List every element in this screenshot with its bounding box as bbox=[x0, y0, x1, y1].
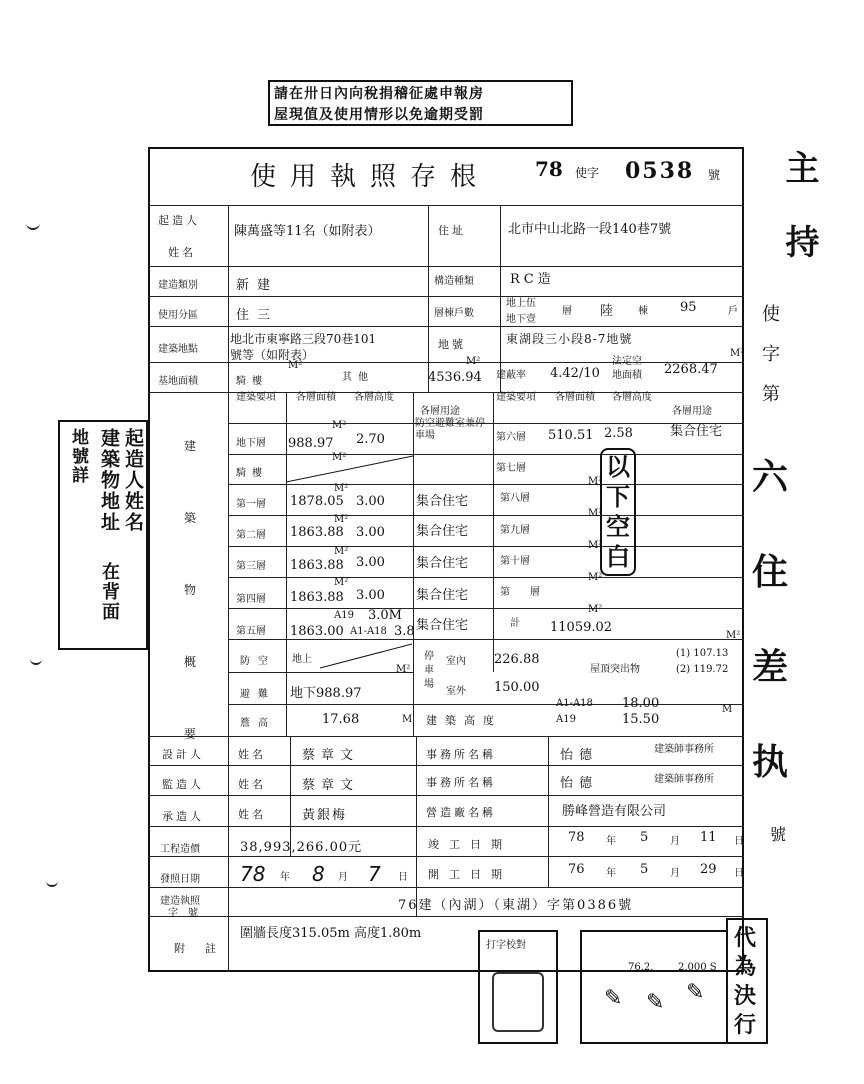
supervisor-office-label: 事務所名稱 bbox=[426, 776, 496, 789]
rule bbox=[148, 765, 744, 766]
other-value: 4536.94 bbox=[428, 370, 482, 385]
building-overview-label bbox=[184, 410, 199, 770]
floor-area-1: 1878.05 bbox=[290, 494, 344, 509]
section-char: 築 bbox=[184, 511, 200, 525]
floor-5-height-b: 3.8 bbox=[394, 624, 415, 639]
supervisor-office-suffix: 建築師事務所 bbox=[654, 774, 714, 785]
structure-label: 構造種類 bbox=[434, 276, 474, 287]
document-title: 使用執照存根 bbox=[250, 162, 491, 192]
section-char: 建 bbox=[184, 439, 200, 453]
contractor-office-label: 營造廠名稱 bbox=[426, 806, 496, 819]
header-height-right: 各層高度 bbox=[612, 392, 652, 403]
right-margin-notes bbox=[752, 150, 846, 298]
supervisor-name: 蔡章文 bbox=[302, 778, 360, 793]
arcade-strike bbox=[286, 454, 413, 484]
rule bbox=[228, 672, 413, 673]
unit-m2: M² bbox=[332, 452, 347, 463]
floor-area-b1: 988.97 bbox=[288, 436, 334, 451]
zone-label: 使用分區 bbox=[158, 310, 198, 321]
start-month: 5 bbox=[640, 862, 649, 877]
signature-icon: ✎ bbox=[686, 980, 705, 1005]
unit-m2: M² bbox=[588, 540, 603, 551]
rule bbox=[148, 826, 744, 827]
rule bbox=[148, 916, 744, 917]
right-margin-char: 住 bbox=[752, 552, 789, 593]
floors-above: 地上伍 bbox=[506, 298, 536, 309]
rule bbox=[148, 736, 744, 737]
unit-m2: M² bbox=[332, 420, 347, 431]
right-margin-char: 號 bbox=[770, 825, 787, 844]
arcade-unit: M² bbox=[288, 360, 303, 371]
bh-value-b: 15.50 bbox=[622, 712, 660, 727]
floor-label-2: 第二層 bbox=[236, 530, 266, 541]
bh-value-a: 18.00 bbox=[622, 696, 660, 711]
issue-year: 78 bbox=[240, 862, 266, 886]
parking-outdoor-value: 150.00 bbox=[494, 680, 540, 695]
floor-height-6: 2.58 bbox=[604, 426, 633, 441]
rule bbox=[228, 546, 744, 547]
floor-height-3: 3.00 bbox=[356, 555, 385, 570]
supervisor-office: 怡德 bbox=[560, 776, 599, 791]
arcade-label: 騎樓 bbox=[236, 376, 268, 387]
unit-m2: M² bbox=[334, 483, 349, 494]
unit-m2: M² bbox=[334, 514, 349, 525]
parking-outdoor-label: 室外 bbox=[446, 686, 466, 697]
remarks-label: 附註 bbox=[174, 942, 236, 955]
contractor-name-label: 姓名 bbox=[238, 808, 266, 821]
right-margin-char: 主 bbox=[779, 150, 819, 224]
permit-prefix: 使字 bbox=[575, 166, 600, 180]
stamp-char: 決 bbox=[734, 984, 757, 1009]
rule bbox=[428, 205, 429, 392]
other-unit: M² bbox=[466, 356, 481, 367]
permit-suffix: 號 bbox=[708, 168, 721, 182]
blank-note-char: 以 bbox=[606, 453, 630, 481]
header-height: 各層高度 bbox=[354, 392, 394, 403]
floors-mid: 層 bbox=[562, 306, 572, 317]
shelter-value: 地上 bbox=[292, 654, 312, 665]
issue-day: 7 bbox=[368, 862, 381, 886]
shelter-label: 防空 bbox=[240, 656, 276, 667]
rule bbox=[228, 577, 744, 578]
header-item-right: 建築要項 bbox=[496, 392, 536, 403]
completion-month: 5 bbox=[640, 830, 649, 845]
floor-height-1: 3.00 bbox=[356, 494, 385, 509]
permit-number: 0538 bbox=[625, 158, 695, 184]
scan-mark bbox=[30, 655, 42, 665]
floor-height-2: 3.00 bbox=[356, 525, 385, 540]
site-area-label: 基地面積 bbox=[158, 376, 198, 387]
parking-indoor-label: 室內 bbox=[446, 656, 466, 667]
delegated-decision-text bbox=[734, 924, 756, 1040]
completion-day-unit: 日 bbox=[734, 836, 744, 847]
owner-address-value: 北市中山北路一段140巷7號 bbox=[508, 222, 672, 237]
blank-note-char: 下 bbox=[606, 483, 630, 511]
designer-office-suffix: 建築師事務所 bbox=[654, 744, 714, 755]
unit-m2: M² bbox=[396, 664, 411, 675]
floor-label-9: 第九層 bbox=[500, 525, 530, 536]
floor-height-4: 3.00 bbox=[356, 588, 385, 603]
location-label: 建築地點 bbox=[158, 344, 198, 355]
proofread-label: 打字校對 bbox=[486, 940, 526, 951]
rule bbox=[413, 392, 414, 736]
roof-value-1: (1) 107.13 bbox=[676, 648, 729, 659]
owner-address-label: 住址 bbox=[438, 224, 466, 237]
parking-indoor-value: 226.88 bbox=[494, 652, 540, 667]
floor-area-2: 1863.88 bbox=[290, 525, 344, 540]
delegated-decision-stamp bbox=[726, 918, 768, 1044]
side-note-col-3: 在背面 bbox=[99, 562, 120, 622]
permit-label-1: 建造執照 bbox=[160, 896, 200, 907]
legal-open-unit: M² bbox=[730, 348, 745, 359]
header-use-right: 各層用途 bbox=[672, 406, 712, 417]
start-year: 76 bbox=[568, 862, 585, 877]
right-margin-small bbox=[762, 295, 780, 415]
location-line-1: 地北市東寧路三段70巷101 bbox=[230, 332, 377, 346]
designer-name: 蔡章文 bbox=[302, 748, 360, 763]
approval-date-2: 2.000 S bbox=[678, 962, 717, 973]
floor-height-b1: 2.70 bbox=[356, 432, 385, 447]
other-label: 其他 bbox=[342, 372, 374, 383]
floor-use-6: 集合住宅 bbox=[670, 424, 723, 439]
rule bbox=[148, 266, 744, 267]
side-note-col-1: 起造人姓名 bbox=[122, 428, 144, 533]
roof-value-2: (2) 119.72 bbox=[676, 664, 729, 675]
legal-open-label-2: 地面積 bbox=[612, 370, 642, 381]
remarks-value: 圍牆長度315.05m 高度1.80m bbox=[240, 926, 422, 941]
build-type-label: 建造類別 bbox=[158, 280, 198, 291]
issue-date-label: 發照日期 bbox=[160, 874, 200, 885]
scan-mark bbox=[26, 220, 40, 230]
zone-value: 住三 bbox=[236, 308, 279, 323]
start-day: 29 bbox=[700, 862, 717, 877]
completion-month-unit: 月 bbox=[670, 836, 680, 847]
contractor-office: 勝峰營造有限公司 bbox=[562, 804, 667, 819]
floor-height-5: 3.0M bbox=[368, 608, 402, 623]
signature-icon: ✎ bbox=[646, 990, 665, 1015]
start-month-unit: 月 bbox=[670, 868, 680, 879]
issue-day-unit: 日 bbox=[398, 872, 408, 883]
right-margin-char: 持 bbox=[779, 224, 819, 298]
rule bbox=[286, 392, 287, 736]
total-value: 11059.02 bbox=[550, 620, 613, 635]
supervisor-name-label: 姓名 bbox=[238, 778, 266, 791]
blank-note-char: 白 bbox=[606, 543, 630, 571]
rule bbox=[148, 887, 744, 888]
completion-label: 竣工日期 bbox=[428, 838, 512, 851]
right-margin-char: 字 bbox=[762, 344, 780, 365]
notice-stamp bbox=[268, 80, 573, 126]
notice-line-1: 請在卅日內向稅捐稽征處申報房 bbox=[274, 86, 484, 102]
designer-name-label: 姓名 bbox=[238, 748, 266, 761]
unit-m2: M² bbox=[334, 577, 349, 588]
floor-use-5: 集合住宅 bbox=[416, 618, 469, 633]
floor-use-2: 集合住宅 bbox=[416, 524, 469, 539]
floor-label-arcade: 騎樓 bbox=[236, 468, 268, 479]
floor-label-8: 第八層 bbox=[500, 493, 530, 504]
floor-area-5: 1863.00 bbox=[290, 624, 344, 639]
section-char: 概 bbox=[184, 655, 200, 669]
supervisor-label: 監造人 bbox=[162, 778, 204, 791]
unit-unit: 戶 bbox=[728, 306, 738, 317]
unit-count: 95 bbox=[680, 300, 697, 315]
right-margin-char: 第 bbox=[762, 384, 780, 405]
header-area: 各層面積 bbox=[296, 392, 336, 403]
rule bbox=[148, 205, 744, 206]
section-char: 要 bbox=[184, 727, 200, 741]
permit-value: 76建（內湖）（東湖）字第0386號 bbox=[398, 898, 634, 913]
blank-note-char: 空 bbox=[606, 513, 630, 541]
eave-value: 17.68 bbox=[322, 712, 360, 727]
stamp-char: 為 bbox=[734, 955, 757, 980]
floor-use-3: 集合住宅 bbox=[416, 556, 469, 571]
floors-label: 層棟戶數 bbox=[434, 308, 474, 319]
building-count: 陸 bbox=[600, 304, 614, 319]
issue-month-unit: 月 bbox=[338, 872, 348, 883]
cost-value: 38,993,266.00元 bbox=[240, 840, 363, 855]
header-item: 建築要項 bbox=[236, 392, 276, 403]
stamp-char: 代 bbox=[734, 926, 757, 951]
rule bbox=[148, 856, 744, 857]
owner-label: 起造人 bbox=[158, 214, 200, 227]
lot-label: 地號 bbox=[438, 338, 466, 351]
right-margin-char: 执 bbox=[752, 742, 789, 783]
contractor-label: 承造人 bbox=[162, 810, 204, 823]
building-height-label: 建築高度 bbox=[426, 714, 502, 727]
floor-area-6: 510.51 bbox=[548, 428, 594, 443]
start-day-unit: 日 bbox=[734, 868, 744, 879]
completion-day: 11 bbox=[700, 830, 717, 845]
floor-label-6: 第六層 bbox=[496, 432, 526, 443]
signature-icon: ✎ bbox=[604, 986, 623, 1011]
notice-line-2: 屋現值及使用情形以免逾期受罰 bbox=[274, 107, 484, 123]
header-area-right: 各層面積 bbox=[555, 392, 595, 403]
floor-label-5: 第五層 bbox=[236, 626, 266, 637]
permit-year: 78 bbox=[535, 157, 563, 181]
floor-area-3: 1863.88 bbox=[290, 558, 344, 573]
legal-open-label-1: 法定空 bbox=[612, 356, 642, 367]
unit-m2: M² bbox=[726, 630, 741, 641]
side-note-stamp bbox=[58, 420, 148, 650]
right-margin-char: 差 bbox=[752, 647, 789, 688]
start-date-label: 開工日期 bbox=[428, 868, 512, 881]
designer-label: 設計人 bbox=[162, 748, 204, 761]
unit-m2: M² bbox=[588, 508, 603, 519]
rule bbox=[228, 704, 744, 705]
floor-use-4: 集合住宅 bbox=[416, 588, 469, 603]
build-type-value: 新建 bbox=[236, 278, 279, 293]
side-note-col-2: 建築物地址 bbox=[98, 428, 120, 533]
eave-unit: M bbox=[402, 714, 413, 725]
legal-open-value: 2268.47 bbox=[664, 362, 718, 377]
floor-5-tag-b: A1-A18 bbox=[350, 626, 387, 637]
rule bbox=[148, 795, 744, 796]
floors-below: 地下壹 bbox=[506, 314, 536, 325]
rule bbox=[228, 608, 744, 609]
designer-office: 怡德 bbox=[560, 748, 599, 763]
unit-m2: M² bbox=[588, 604, 603, 615]
right-margin-char: 使 bbox=[762, 304, 780, 325]
floor-area-4: 1863.88 bbox=[290, 590, 344, 605]
issue-month: 8 bbox=[312, 862, 325, 886]
floor-label-7: 第七層 bbox=[496, 463, 526, 474]
owner-name-label: 姓名 bbox=[168, 246, 196, 259]
roof-label: 屋頂突出物 bbox=[590, 664, 640, 675]
rule bbox=[416, 736, 417, 916]
lot-value: 東湖段三小段8-7地號 bbox=[506, 332, 633, 346]
completion-year: 78 bbox=[568, 830, 585, 845]
floor-label-n: 第層 bbox=[500, 587, 560, 598]
stamp-char: 行 bbox=[734, 1013, 757, 1038]
approval-stamp bbox=[580, 930, 728, 1044]
right-margin-char: 六 bbox=[752, 457, 789, 498]
section-char: 物 bbox=[184, 583, 200, 597]
header-use: 各層用途 bbox=[420, 406, 460, 417]
floor-5-tag-a: A19 bbox=[334, 610, 354, 621]
coverage-value: 4.42/10 bbox=[550, 366, 600, 381]
side-note-col-4: 地號詳 bbox=[68, 428, 88, 485]
rule bbox=[228, 515, 744, 516]
floor-label-b1: 地下層 bbox=[236, 438, 266, 449]
floor-use-b1: 防空避難室兼停車場 bbox=[415, 418, 485, 441]
floor-label-3: 第三層 bbox=[236, 561, 266, 572]
owner-value: 陳萬盛等11名（如附表） bbox=[234, 224, 381, 239]
bh-tag-a: A1-A18 bbox=[556, 698, 593, 709]
issue-year-unit: 年 bbox=[280, 872, 290, 883]
location-line-2: 號等（如附表） bbox=[230, 348, 315, 362]
floor-label-4: 第四層 bbox=[236, 594, 266, 605]
rule bbox=[500, 205, 501, 392]
completion-year-unit: 年 bbox=[606, 836, 616, 847]
start-year-unit: 年 bbox=[606, 868, 616, 879]
floor-label-10: 第十層 bbox=[500, 556, 530, 567]
cost-label: 工程造價 bbox=[160, 844, 200, 855]
building-unit: 棟 bbox=[638, 306, 648, 317]
rule bbox=[148, 326, 744, 327]
right-margin-large bbox=[752, 430, 788, 810]
floor-label-1: 第一層 bbox=[236, 499, 266, 510]
parking-label: 停車場 bbox=[424, 651, 434, 690]
unit-m2: M² bbox=[588, 476, 603, 487]
structure-value: RC造 bbox=[510, 272, 555, 287]
seal-icon bbox=[492, 972, 544, 1032]
proofread-stamp bbox=[478, 930, 558, 1044]
rule bbox=[228, 484, 744, 485]
scan-mark bbox=[46, 875, 58, 887]
evac-label: 避難 bbox=[240, 689, 276, 700]
permit-label-2: 字號 bbox=[168, 908, 208, 919]
rule bbox=[493, 392, 494, 672]
floor-use-1: 集合住宅 bbox=[416, 494, 469, 509]
rule bbox=[228, 205, 229, 972]
rule bbox=[548, 736, 549, 887]
rule bbox=[148, 296, 744, 297]
designer-office-label: 事務所名稱 bbox=[426, 748, 496, 761]
total-label: 計 bbox=[510, 618, 520, 629]
bh-unit: M bbox=[722, 704, 733, 715]
rule bbox=[228, 639, 744, 640]
approval-date: 76.2. bbox=[628, 962, 654, 973]
blank-below-note bbox=[600, 448, 636, 576]
bh-tag-b: A19 bbox=[556, 714, 576, 725]
unit-m2: M² bbox=[588, 572, 603, 583]
contractor-name: 黃銀梅 bbox=[302, 808, 348, 823]
unit-m2: M² bbox=[334, 546, 349, 557]
eave-label: 簷高 bbox=[240, 718, 276, 729]
evac-value: 地下988.97 bbox=[290, 686, 362, 701]
coverage-label: 建蔽率 bbox=[496, 370, 526, 381]
